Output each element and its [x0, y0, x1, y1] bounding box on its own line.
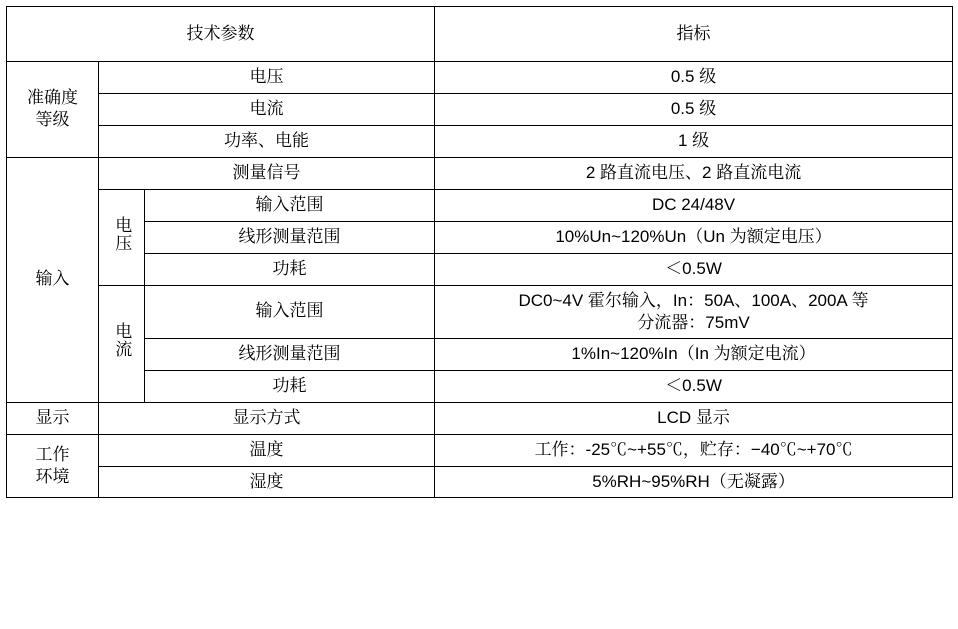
table-row — [7, 370, 953, 402]
param-accuracy-voltage: 电压 — [99, 62, 435, 94]
table-row — [7, 93, 953, 125]
table-row — [7, 157, 953, 189]
category-environment — [7, 434, 99, 498]
subcategory-voltage-label: 电压 — [112, 215, 132, 252]
table-row — [7, 221, 953, 253]
category-accuracy-line1: 准确度 — [27, 88, 78, 108]
param-current-linear-range: 线形测量范围 — [145, 338, 435, 370]
value-display-mode: LCD 显示 — [435, 402, 953, 434]
category-accuracy — [7, 62, 99, 158]
table-header-row — [7, 7, 953, 62]
subcategory-voltage — [99, 189, 145, 285]
category-environment-line2: 环境 — [35, 467, 70, 486]
value-current-input-range — [435, 285, 953, 338]
param-humidity: 湿度 — [99, 466, 435, 498]
value-voltage-consumption: ＜0.5W — [435, 253, 953, 285]
param-accuracy-current: 电流 — [99, 93, 435, 125]
value-current-consumption: ＜0.5W — [435, 370, 953, 402]
value-input-signal: 2 路直流电压、2 路直流电流 — [435, 157, 953, 189]
table-row — [7, 466, 953, 498]
param-accuracy-power: 功率、电能 — [99, 125, 435, 157]
param-temperature: 温度 — [99, 434, 435, 466]
param-current-consumption: 功耗 — [145, 370, 435, 402]
category-display: 显示 — [7, 402, 99, 434]
table-row — [7, 434, 953, 466]
value-accuracy-power: 1 级 — [435, 125, 953, 157]
param-voltage-consumption: 功耗 — [145, 253, 435, 285]
subcategory-current — [99, 285, 145, 402]
param-current-input-range: 输入范围 — [145, 285, 435, 338]
category-environment-line1: 工作 — [35, 444, 70, 464]
table-row — [7, 285, 953, 338]
subcategory-current-label: 电流 — [112, 322, 132, 359]
table-row — [7, 253, 953, 285]
specification-table — [6, 6, 953, 498]
table-row — [7, 338, 953, 370]
header-parameter: 技术参数 — [7, 7, 435, 62]
param-display-mode: 显示方式 — [99, 402, 435, 434]
table-row — [7, 125, 953, 157]
value-current-linear-range: 1%In~120%In（In 为额定电流） — [435, 338, 953, 370]
category-accuracy-line2: 等级 — [35, 110, 70, 130]
value-voltage-input-range: DC 24/48V — [435, 189, 953, 221]
value-accuracy-current: 0.5 级 — [435, 93, 953, 125]
table-row — [7, 189, 953, 221]
header-indicator: 指标 — [435, 7, 953, 62]
value-current-input-range-line1: DC0~4V 霍尔输入，In：50A、100A、200A 等 — [518, 290, 869, 310]
value-voltage-linear-range: 10%Un~120%Un（Un 为额定电压） — [435, 221, 953, 253]
value-accuracy-voltage: 0.5 级 — [435, 62, 953, 94]
table-row — [7, 402, 953, 434]
param-voltage-linear-range: 线形测量范围 — [145, 221, 435, 253]
param-voltage-input-range: 输入范围 — [145, 189, 435, 221]
category-input: 输入 — [7, 157, 99, 402]
value-temperature: 工作：-25℃~+55℃，贮存：−40℃~+70℃ — [435, 434, 953, 466]
value-current-input-range-line2: 分流器：75mV — [637, 312, 750, 332]
value-humidity: 5%RH~95%RH（无凝露） — [435, 466, 953, 498]
table-row — [7, 62, 953, 94]
param-input-signal: 测量信号 — [99, 157, 435, 189]
